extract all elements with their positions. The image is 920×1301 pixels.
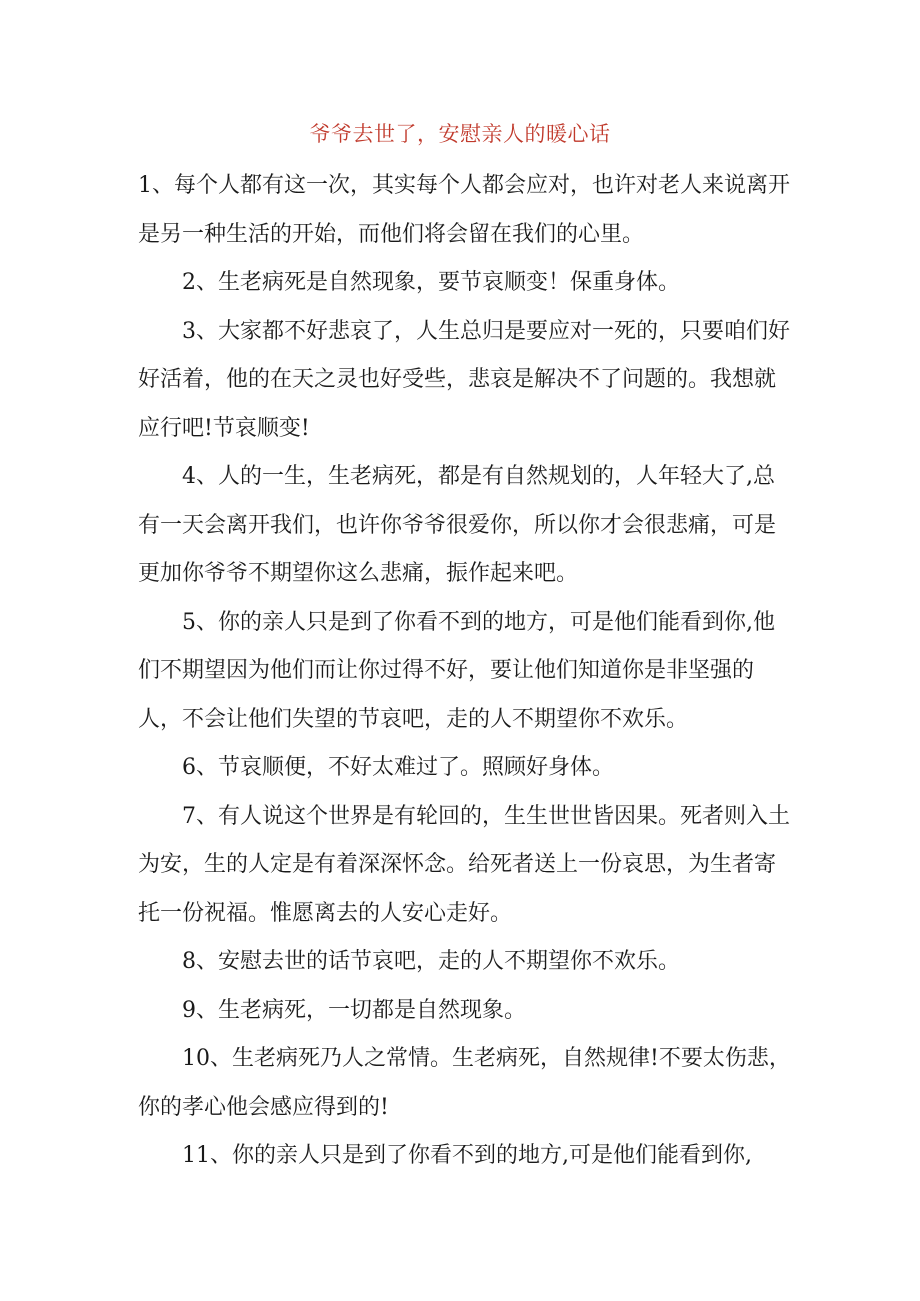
document-body — [138, 162, 792, 1181]
paragraph-2: 2、生老病死是自然现象，要节哀顺变！保重身体。 — [182, 270, 680, 295]
paragraph-5: 5、你的亲人只是到了你看不到的地方，可是他们能看到你,他们不期望因为他们而让你过得不好，要让他们知道你是非坚强的人，不会让他们失望的节哀吧，走的人不期望你不欢乐。 — [138, 609, 775, 732]
paragraph-3: 3、大家都不好悲哀了，人生总归是要应对一死的，只要咱们好好活着，他的在天之灵也好受些，悲哀是解决不了问题的。我想就应行吧!节哀顺变! — [138, 318, 790, 441]
paragraph-1: 1、每个人都有这一次，其实每个人都会应对，也许对老人来说离开是另一种生活的开始，而他们将会留在我们的心里。 — [138, 173, 790, 247]
paragraph-10: 10、生老病死乃人之常情。生老病死，自然规律!不要太伤悲，你的孝心他会感应得到的! — [138, 1046, 791, 1120]
paragraph-11: 11、你的亲人只是到了你看不到的地方,可是他们能看到你, — [182, 1143, 752, 1168]
paragraph-4: 4、人的一生，生老病死，都是有自然规划的，人年轻大了,总有一天会离开我们，也许你爷爷很爱你，所以你才会很悲痛，可是更加你爷爷不期望你这么悲痛，振作起来吧。 — [138, 464, 777, 586]
paragraph-6: 6、节哀顺便，不好太难过了。照顾好身体。 — [182, 755, 614, 780]
paragraph-8: 8、安慰去世的话节哀吧，走的人不期望你不欢乐。 — [182, 949, 680, 974]
paragraph-7: 7、有人说这个世界是有轮回的，生生世世皆因果。死者则入土为安，生的人定是有着深深怀念。给死者送上一份哀思，为生者寄托一份祝福。惟愿离去的人安心走好。 — [138, 803, 790, 926]
document-title: 爷爷去世了，安慰亲人的暖心话 — [309, 122, 611, 146]
paragraph-9: 9、生老病死，一切都是自然现象。 — [182, 997, 526, 1023]
